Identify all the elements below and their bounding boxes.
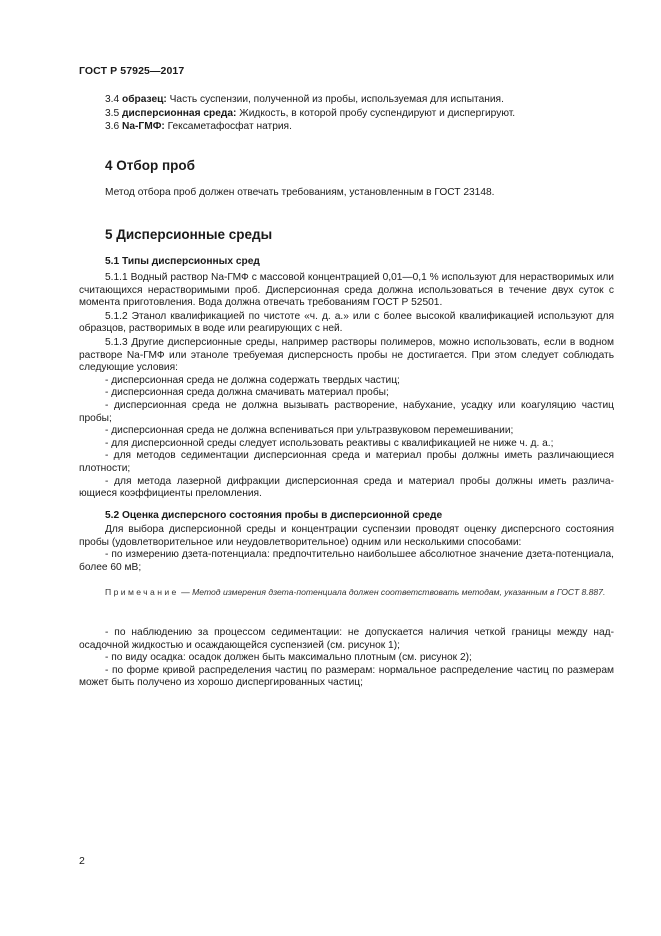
term-item — [105, 121, 614, 134]
note-text: — Метод измерения дзета-потенциала должен соответствовать методам, указанным в ГОСТ 8.887. — [181, 587, 606, 597]
term-name: Na-ГМФ: — [122, 121, 165, 133]
paragraph-5-2: Для выбора дисперсионной среды и концентрации суспензии проводят оценку дисперсного состояния пробы (удовлетворительное или неудовлетворительное) одним или несколькими способами: — [79, 524, 614, 548]
condition-item: - для метода лазерной дифракции дисперсионная среда и материал пробы должны иметь различающиеся коэффициенты преломления. — [79, 475, 614, 500]
method-item: - по виду осадка: осадок должен быть максимально плотным (см. рисунок 2); — [105, 652, 472, 664]
term-item — [105, 108, 614, 121]
term-definition: Часть суспензии, полученной из пробы, используемая для испытания. — [169, 94, 504, 105]
page-number: 2 — [79, 855, 85, 867]
section-4-title: 4 Отбор проб — [105, 158, 195, 173]
section-5-2-body — [79, 524, 614, 574]
subsection-5-1-title: 5.1 Типы дисперсионных сред — [105, 256, 260, 267]
method-item: - по наблюдению за процессом седиментации: не допускается наличия четкой границы между надосадочной жидкостью и осаждающейся суспензией (см. рисунок 1); — [79, 627, 614, 651]
term-name: образец: — [122, 94, 167, 105]
section-5-title: 5 Дисперсионные среды — [105, 227, 273, 242]
term-definition: Гексаметафосфат натрия. — [167, 121, 292, 133]
term-number: 3.4 — [105, 94, 120, 105]
term-item — [105, 94, 614, 107]
condition-item: - дисперсионная среда не должна содержать твердых частиц; — [105, 374, 400, 386]
paragraph: Метод отбора проб должен отвечать требованиям, установленным в ГОСТ 23148. — [105, 187, 495, 198]
condition-item: - дисперсионная среда должна смачивать материал пробы; — [105, 387, 389, 399]
note — [79, 586, 614, 598]
subsection-5-2-title: 5.2 Оценка дисперсного состояния пробы в дисперсионной среде — [105, 510, 443, 521]
paragraph-5-1-1: 5.1.1 Водный раствор Na-ГМФ с массовой концентрацией 0,01—0,1 % используют для нерастворимых или считающихся нерастворимыми проб. Дисперсионная среда должна использоваться в течение двух суток с момента приготовления. Вода должна отвечать требованиям ГОСТ Р 52501. — [79, 272, 614, 309]
section-4-text — [105, 187, 614, 200]
terms-list — [105, 94, 614, 134]
condition-item: - дисперсионная среда не должна вызывать растворение, набухание, усадку или коагуляцию частиц пробы; — [79, 399, 614, 424]
section-5-1-body — [79, 272, 614, 501]
note-label: Примечание — [105, 587, 179, 597]
term-definition: Жидкость, в которой пробу суспендируют и диспергируют. — [239, 107, 516, 119]
method-item: - по измерению дзета-потенциала: предпочтительно наибольшее абсолютное значение дзета-потенциала, более 60 мВ; — [79, 549, 614, 573]
term-number: 3.6 — [105, 121, 120, 133]
paragraph-5-1-2: 5.1.2 Этанол квалификацией по чистоте «ч. д. а.» или с более высокой квалификацией используют для образцов, растворимых в воде или реагирующих с ней. — [79, 310, 614, 335]
condition-item: - дисперсионная среда не должна вспениваться при ультразвуковом перемешивании; — [105, 425, 514, 437]
document-header: ГОСТ Р 57925—2017 — [79, 65, 185, 77]
methods-list — [79, 627, 614, 690]
term-name: дисперсионная среда: — [122, 107, 237, 119]
condition-item: - для дисперсионной среды следует использовать реактивы с квалификацией не ниже ч. д. а.; — [105, 437, 554, 449]
paragraph-5-1-3: 5.1.3 Другие дисперсионные среды, например растворы полимеров, можно использовать, если в водном растворе Na-ГМФ или этаноле требуемая дисперсность пробы не достигается. При этом следует соблюдать следующие условия: — [79, 336, 614, 374]
term-number: 3.5 — [105, 107, 120, 119]
condition-item: - для методов седиментации дисперсионная среда и материал пробы должны иметь различающиеся плотности; — [79, 450, 614, 474]
method-item: - по форме кривой распределения частиц по размерам: нормальное распределение частиц по размерам может быть получено из хорошо диспергированных частиц; — [79, 664, 614, 689]
